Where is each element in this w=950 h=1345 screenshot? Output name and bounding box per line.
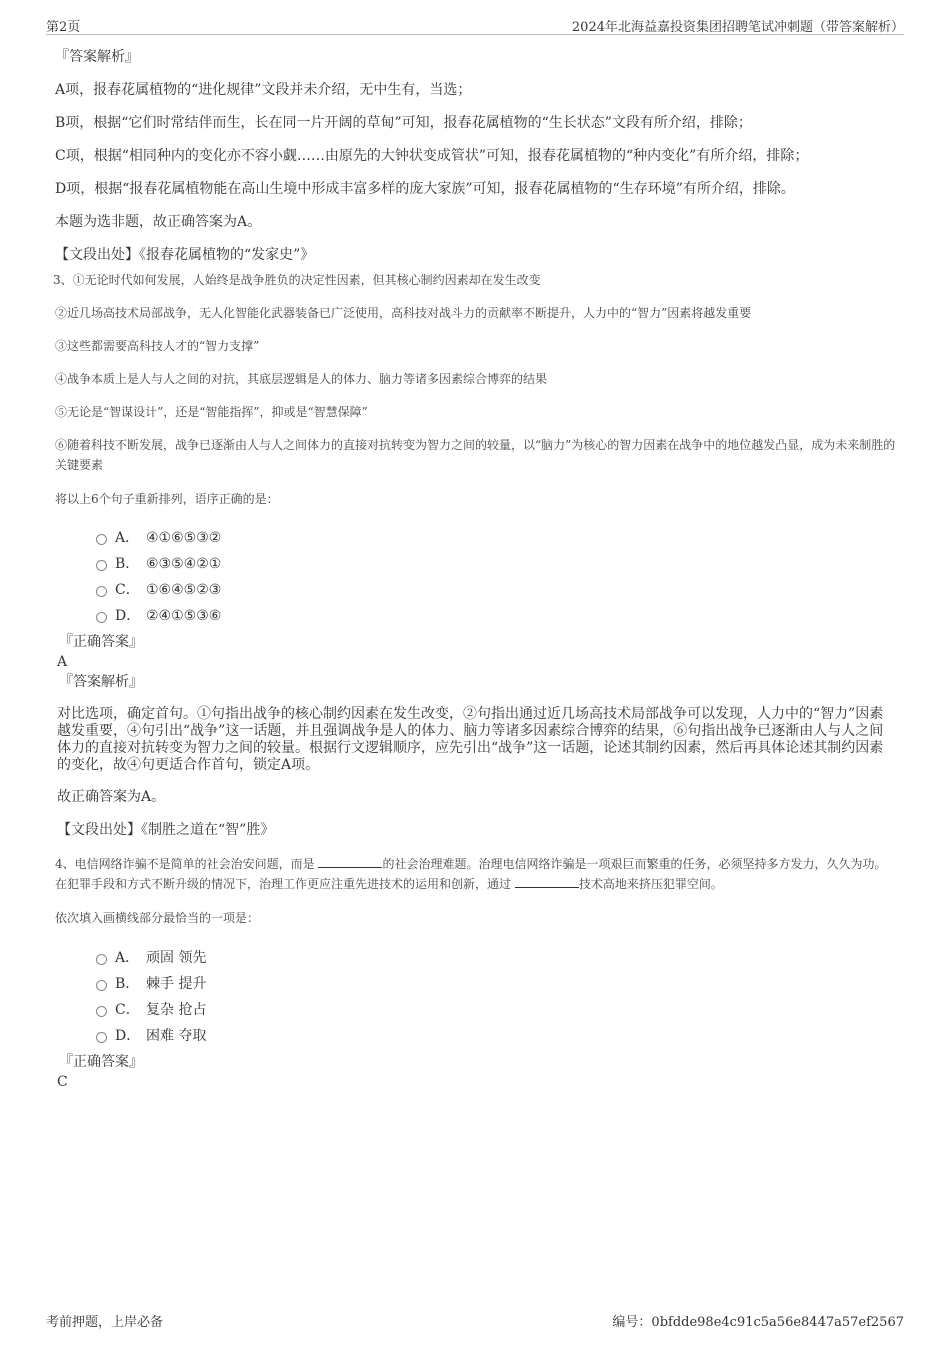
- page-footer: [46, 1311, 904, 1331]
- option-letter: A．: [115, 530, 140, 546]
- sentence-2: ②近几场高技术局部战争，无人化智能化武器装备已广泛使用，高科技对战斗力的贡献率不断提升，人力中的“智力”因素将越发重要: [55, 306, 752, 320]
- sentence-1: 3、①无论时代如何发展，人始终是战争胜负的决定性因素，但其核心制约因素却在发生改变: [53, 273, 541, 287]
- radio-button[interactable]: [96, 1006, 107, 1017]
- analysis-line: A项，报春花属植物的“进化规律”文段并未介绍，无中生有，当选；: [55, 82, 472, 98]
- option-text: ⑥③⑤④②①: [146, 556, 222, 572]
- analysis-label: 『答案解析』: [59, 674, 143, 690]
- analysis-conclusion: 本题为选非题，故正确答案为A。: [55, 214, 262, 230]
- question-4: [55, 854, 905, 1092]
- option-letter: C．: [115, 582, 140, 598]
- option-letter: D．: [115, 608, 141, 624]
- answer-value: A: [57, 654, 68, 670]
- footer-slogan: 考前押题，上岸必备: [46, 1315, 164, 1330]
- option-letter: C．: [115, 1002, 140, 1018]
- option-b[interactable]: [55, 551, 905, 577]
- radio-button[interactable]: [96, 586, 107, 597]
- option-a[interactable]: [55, 525, 905, 551]
- question-prompt: 将以上6个句子重新排列，语序正确的是：: [55, 492, 279, 506]
- analysis-line: B项，根据“它们时常结伴而生，长在同一片开阔的草甸”可知，报春花属植物的“生长状态”文段有所介绍，排除；: [55, 115, 752, 131]
- radio-button[interactable]: [96, 612, 107, 623]
- option-d[interactable]: [55, 603, 905, 629]
- analysis-label: 『答案解析』: [55, 49, 139, 65]
- radio-button[interactable]: [96, 954, 107, 965]
- answer-label: 『正确答案』: [59, 634, 143, 650]
- analysis-line: D项，根据“报春花属植物能在高山生境中形成丰富多样的庞大家族”可知，报春花属植物的“生存环境”有所介绍，排除。: [55, 181, 795, 197]
- question-3: [55, 270, 905, 840]
- option-text: 顽固 领先: [146, 950, 207, 966]
- q2-analysis: [55, 48, 905, 265]
- radio-button[interactable]: [96, 534, 107, 545]
- option-text: 复杂 抢占: [146, 1002, 207, 1018]
- radio-button[interactable]: [96, 560, 107, 571]
- option-letter: B．: [115, 976, 140, 992]
- option-c[interactable]: [55, 577, 905, 603]
- page-header: [46, 14, 904, 35]
- sentence-4: ④战争本质上是人与人之间的对抗，其底层逻辑是人的体力、脑力等诸多因素综合博弈的结果: [55, 372, 548, 386]
- radio-button[interactable]: [96, 1032, 107, 1043]
- option-d[interactable]: [55, 1023, 905, 1049]
- option-letter: D．: [115, 1028, 141, 1044]
- option-b[interactable]: [55, 971, 905, 997]
- option-text: ②④①⑤③⑥: [146, 608, 222, 624]
- source-citation: 【文段出处】《制胜之道在“智”胜》: [57, 822, 275, 838]
- analysis-line: C项，根据“相同种内的变化亦不容小觑……由原先的大钟状变成管状”可知，报春花属植物的“种内变化”有所介绍，排除；: [55, 148, 809, 164]
- page-content: [55, 44, 905, 1092]
- source-citation: 【文段出处】《报春花属植物的“发家史”》: [55, 247, 315, 263]
- option-a[interactable]: [55, 945, 905, 971]
- sentence-6: ⑥随着科技不断发展，战争已逐渐由人与人之间体力的直接对抗转变为智力之间的较量，以“脑力”为核心的智力因素在战争中的地位越发凸显，成为未来制胜的关键要素: [55, 438, 896, 472]
- question-prompt: 依次填入画横线部分最恰当的一项是：: [55, 911, 260, 925]
- radio-button[interactable]: [96, 980, 107, 991]
- option-c[interactable]: [55, 997, 905, 1023]
- page-number: 第2页: [46, 20, 81, 35]
- option-letter: A．: [115, 950, 140, 966]
- fill-blank: [515, 875, 579, 888]
- options-list: [55, 945, 905, 1049]
- analysis-text: 对比选项，确定首句。①句指出战争的核心制约因素在发生改变，②句指出通过近几场高技术局部战争可以发现，人力中的“智力”因素越发重要，④句引出“战争”这一话题，并且强调战争是人的体力、脑力等诸多因素综合博弈的结果，⑥句指出战争已逐渐由人与人之间体力的直接对抗转变为智力之间的较量。根据行文逻辑顺序，应先引出“战争”这一话题，论述其制约因素，然后再具体论述其制约因素的变化，故④句更适合作首句，锁定A项。: [57, 706, 884, 773]
- document-code: 编号：0bfdde98e4c91c5a56e8447a57ef2567: [612, 1315, 904, 1330]
- option-text: 困难 夺取: [146, 1028, 207, 1044]
- option-text: ①⑥④⑤②③: [146, 582, 222, 598]
- question-text: 4、电信网络诈骗不是简单的社会治安问题，而是 的社会治理难题。治理电信网络诈骗是一项艰巨而繁重的任务，必须坚持多方发力，久久为功。在犯罪手段和方式不断升级的情况下，治理工作更应注重先进技术的运用和创新，通过 技术高地来挤压犯罪空间。: [55, 857, 887, 891]
- options-list: [55, 525, 905, 629]
- sentence-3: ③这些都需要高科技人才的“智力支撑”: [55, 339, 260, 353]
- option-text: 棘手 提升: [146, 976, 207, 992]
- answer-label: 『正确答案』: [59, 1054, 143, 1070]
- document-title: 2024年北海益嘉投资集团招聘笔试冲刺题（带答案解析）: [571, 20, 904, 35]
- answer-value: C: [57, 1074, 68, 1090]
- analysis-conclusion: 故正确答案为A。: [57, 789, 166, 805]
- option-text: ④①⑥⑤③②: [146, 530, 222, 546]
- sentence-5: ⑤无论是“智谋设计”，还是“智能指挥”，抑或是“智慧保障”: [55, 405, 368, 419]
- option-letter: B．: [115, 556, 140, 572]
- fill-blank: [318, 855, 382, 868]
